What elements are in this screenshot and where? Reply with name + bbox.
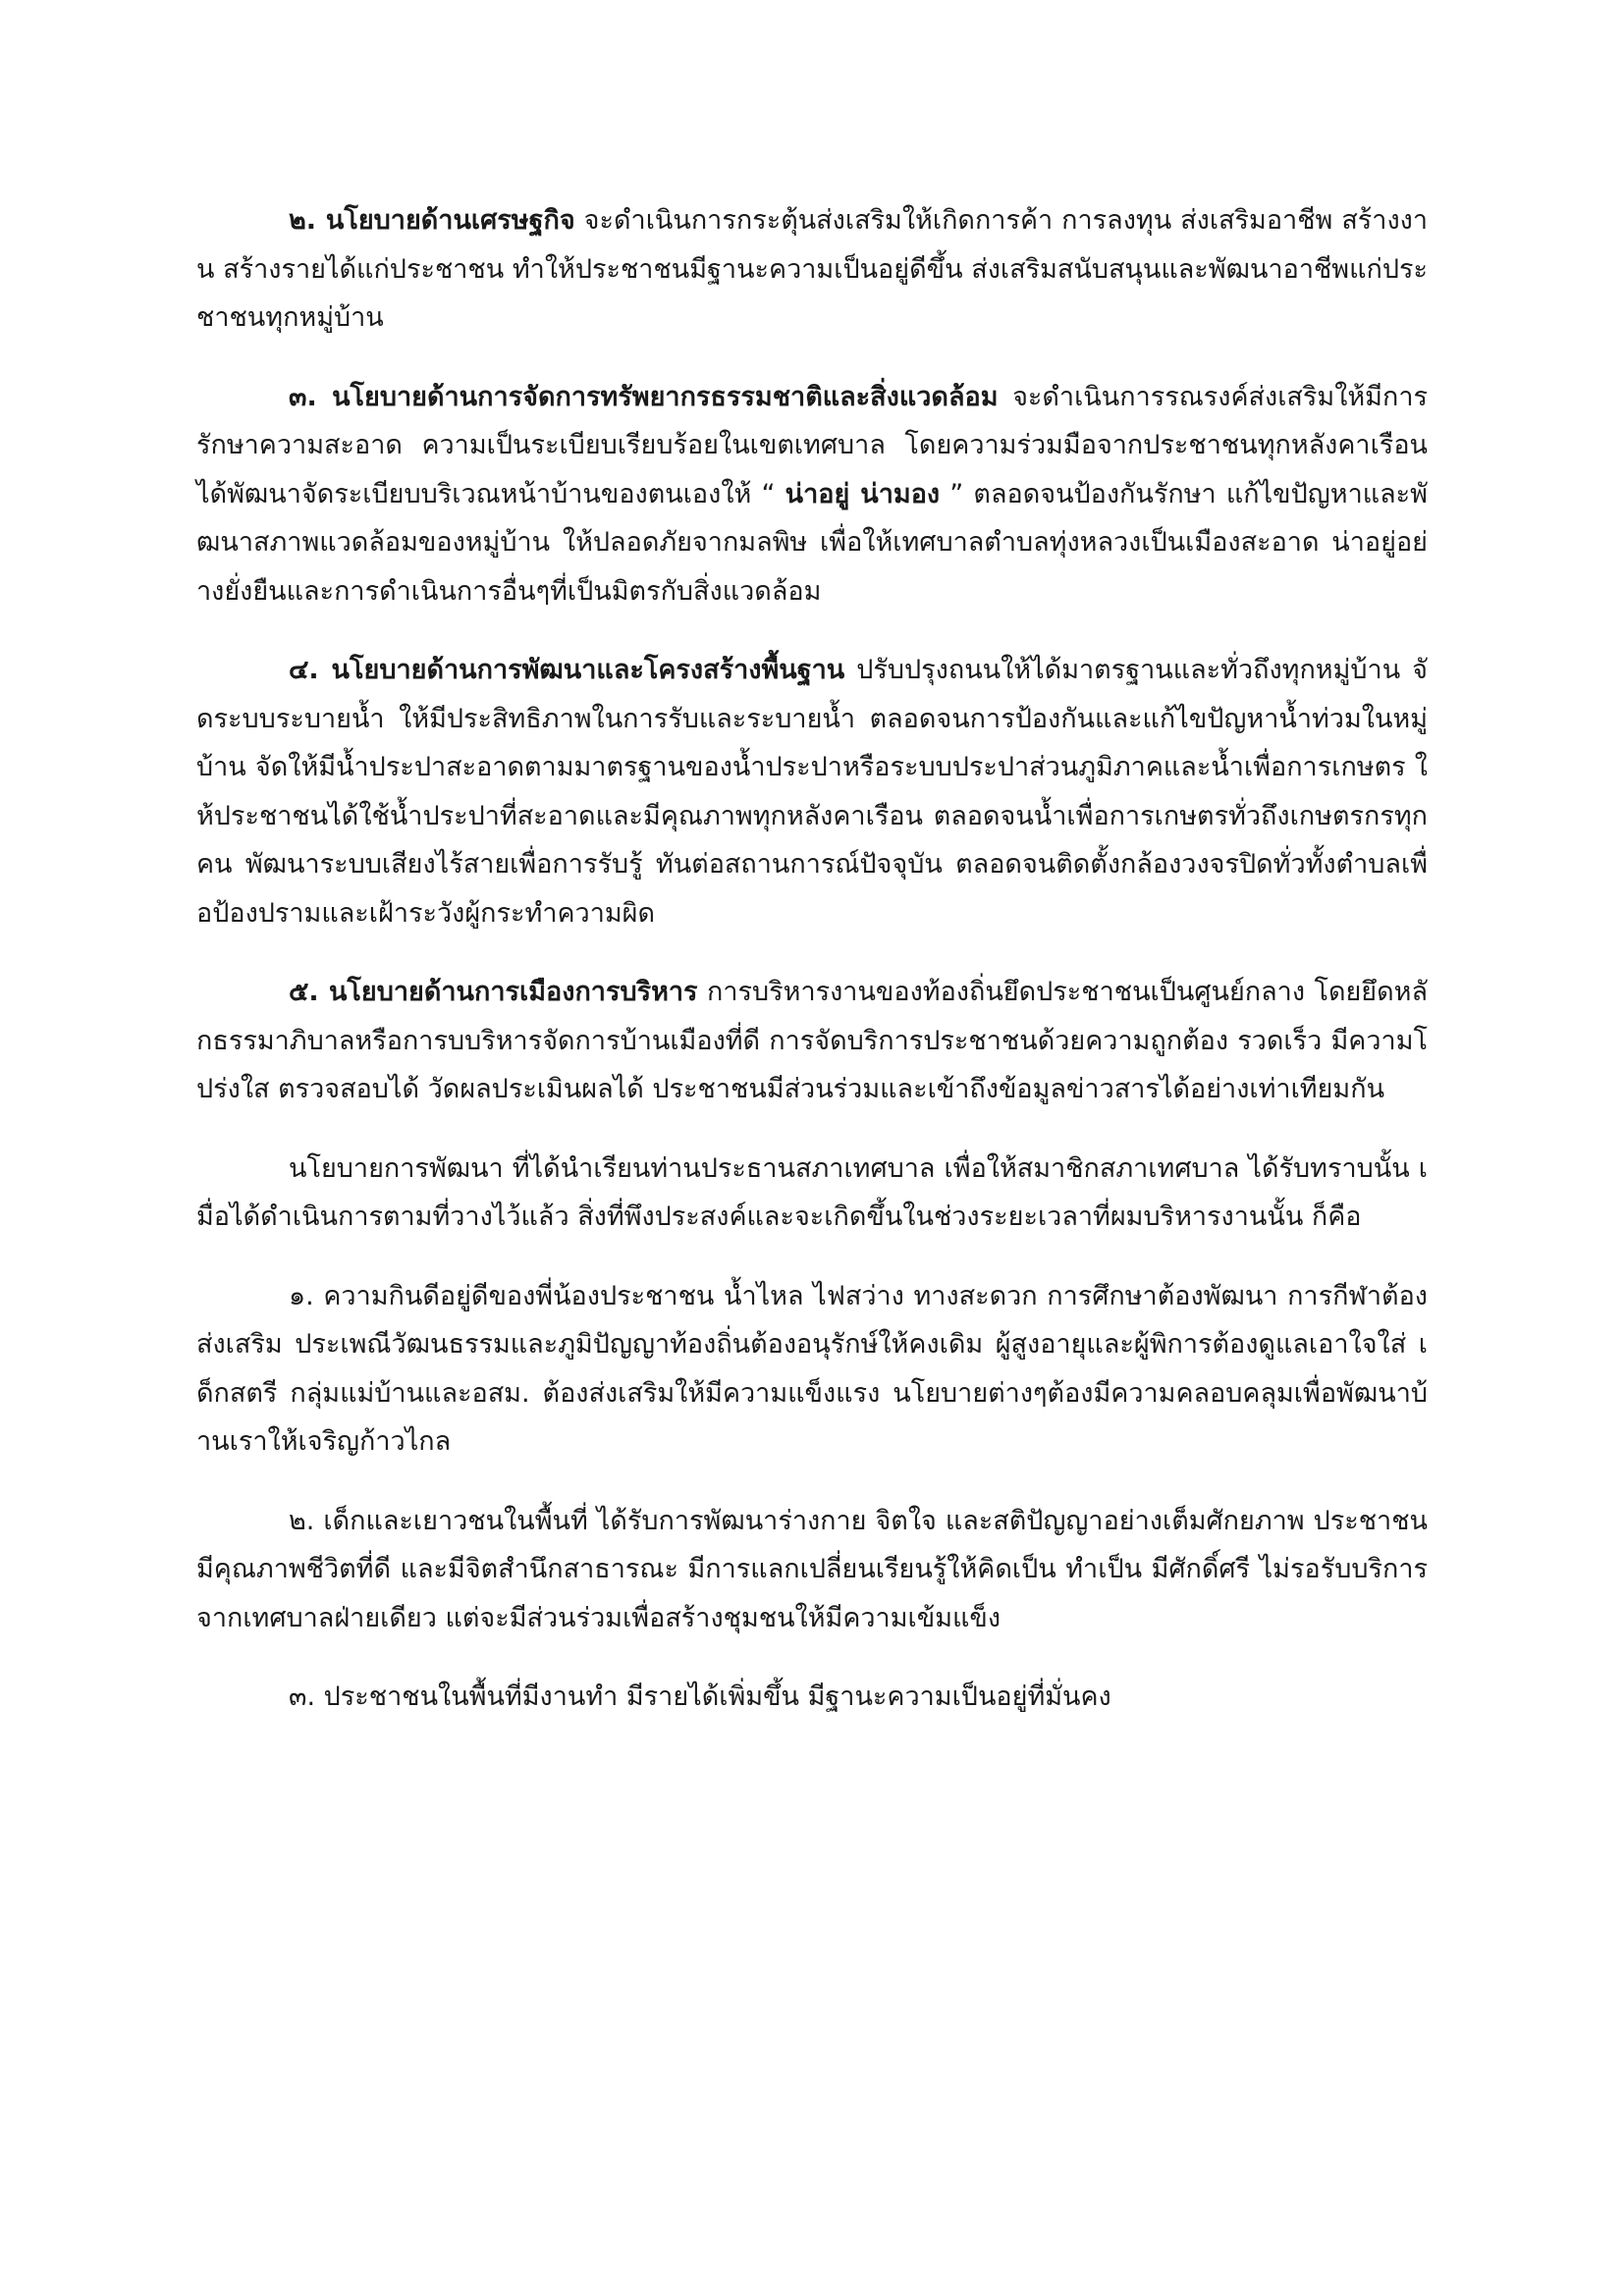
policy-infrastructure-number: ๔. — [289, 655, 319, 685]
paragraph-spacer — [196, 1114, 1428, 1145]
policy-economy-number: ๒. — [289, 205, 317, 236]
policy-administration-paragraph — [196, 968, 1428, 1114]
policy-infrastructure-paragraph — [196, 646, 1428, 937]
policy-environment-title: นโยบายด้านการจัดการทรัพยากรธรรมชาติและสิ่งแวดล้อม — [332, 381, 999, 412]
outcome-item-employment: ๓. ประชาชนในพื้นที่มีงานทำ มีรายได้เพิ่มขึ้น มีฐานะความเป็นอยู่ที่มั่นคง — [289, 1682, 1111, 1712]
policy-administration-number: ๕. — [289, 977, 319, 1007]
policy-administration-title: นโยบายด้านการเมืองการบริหาร — [328, 977, 698, 1007]
outcome-item-youth: ๒. เด็กและเยาวชนในพื้นที่ ได้รับการพัฒนาร่างกาย จิตใจ และสติปัญญาอย่างเต็มศักยภาพ ประชาชนมีคุณภาพชีวิตที่ดี และมีจิตสำนึกสาธารณะ มีการแลกเปลี่ยนเรียนรู้ให้คิดเป็น ทำเป็น มีศักดิ์ศรี ไม่รอรับบริการจากเทศบาลฝ่ายเดียว แต่จะมีส่วนร่วมเพื่อสร้างชุมชนให้มีความเข้มแข็ง — [196, 1505, 1428, 1633]
policy-environment-slogan: น่าอยู่ น่ามอง — [785, 478, 941, 509]
policy-environment-body-end: ” ตลอดจนป้องกันรักษา แก้ไขปัญหาและพัฒนาสภาพแวดล้อมของหมู่บ้าน ให้ปลอดภัยจากมลพิษ เพื่อให้เทศบาลตำบลทุ่งหลวงเป็นเมืองสะอาด น่าอยู่อย่างยั่งยืนและการดำเนินการอื่นๆที่เป็นมิตรกับสิ่งแวดล้อม — [196, 478, 1428, 607]
paragraph-spacer — [196, 343, 1428, 373]
policy-economy-heading — [289, 205, 575, 236]
document-body — [196, 196, 1428, 1722]
paragraph-spacer — [196, 1642, 1428, 1673]
policy-economy-body: จะดำเนินการกระตุ้นส่งเสริมให้เกิดการค้า การลงทุน ส่งเสริมอาชีพ สร้างงาน สร้างรายได้แก่ประชาชน ทำให้ประชาชนมีฐานะความเป็นอยู่ดีขึ้น ส่งเสริมสนับสนุนและพัฒนาอาชีพแก่ประชาชนทุกหมู่บ้าน — [196, 205, 1428, 333]
policy-environment-number: ๓. — [289, 381, 317, 412]
policy-infrastructure-body: ปรับปรุงถนนให้ได้มาตรฐานและทั่วถึงทุกหมู่บ้าน จัดระบบระบายน้ำ ให้มีประสิทธิภาพในการรับและระบายน้ำ ตลอดจนการป้องกันและแก้ไขปัญหาน้ำท่วมในหมู่บ้าน จัดให้มีน้ำประปาสะอาดตามมาตรฐานของน้ำประปาหรือระบบประปาส่วนภูมิภาคและน้ำเพื่อการเกษตร ให้ประชาชนได้ใช้น้ำประปาที่สะอาดและมีคุณภาพทุกหลังคาเรือน ตลอดจนน้ำเพื่อการเกษตรทั่วถึงเกษตรกรทุกคน พัฒนาระบบเสียงไร้สายเพื่อการรับรู้ ทันต่อสถานการณ์ปัจจุบัน ตลอดจนติดตั้งกล้องวงจรปิดทั่วทั้งตำบลเพื่อป้องปรามและเฝ้าระวังผู้กระทำความผิด — [196, 655, 1428, 929]
policy-environment-paragraph — [196, 373, 1428, 616]
policy-infrastructure-heading — [289, 655, 844, 685]
policy-infrastructure-title: นโยบายด้านการพัฒนาและโครงสร้างพื้นฐาน — [331, 655, 845, 685]
paragraph-spacer — [196, 615, 1428, 646]
paragraph-spacer — [196, 937, 1428, 968]
policy-environment-body-start: จะดำเนินการรณรงค์ส่งเสริมให้มีการรักษาความสะอาด ความเป็นระเบียบเรียบร้อยในเขตเทศบาล โดยความร่วมมือจากประชาชนทุกหลังคาเรือน ได้พัฒนาจัดระเบียบบริเวณหน้าบ้านของตนเองให้ “ — [196, 381, 1428, 509]
policy-administration-body: การบริหารงานของท้องถิ่นยึดประชาชนเป็นศูนย์กลาง โดยยึดหลักธรรมาภิบาลหรือการบบริหารจัดการบ้านเมืองที่ดี การจัดบริการประชาชนด้วยความถูกต้อง รวดเร็ว มีความโปร่งใส ตรวจสอบได้ วัดผลประเมินผลได้ ประชาชนมีส่วนร่วมและเข้าถึงข้อมูลข่าวสารได้อย่างเท่าเทียมกัน — [196, 977, 1428, 1104]
paragraph-spacer — [196, 1242, 1428, 1272]
policy-administration-heading — [289, 977, 698, 1007]
outcome-item-wellbeing: ๑. ความกินดีอยู่ดีของพี่น้องประชาชน น้ำไหล ไฟสว่าง ทางสะดวก การศึกษาต้องพัฒนา การกีฬาต้องส่งเสริม ประเพณีวัฒนธรรมและภูมิปัญญาท้องถิ่นต้องอนุรักษ์ให้คงเดิม ผู้สูงอายุและผู้พิการต้องดูแลเอาใจใส่ เด็กสตรี กลุ่มแม่บ้านและอสม. ต้องส่งเสริมให้มีความแข็งแรง นโยบายต่างๆต้องมีความคลอบคลุมเพื่อพัฒนาบ้านเราให้เจริญก้าวไกล — [196, 1280, 1428, 1457]
policy-economy-title: นโยบายด้านเศรษฐกิจ — [325, 205, 575, 236]
policy-economy-paragraph — [196, 196, 1428, 343]
policy-environment-heading — [289, 382, 999, 412]
outcomes-intro-paragraph: นโยบายการพัฒนา ที่ได้นำเรียนท่านประธานสภาเทศบาล เพื่อให้สมาชิกสภาเทศบาล ได้รับทราบนั้น เมื่อได้ดำเนินการตามที่วางไว้แล้ว สิ่งที่พึงประสงค์และจะเกิดขึ้นในช่วงระยะเวลาที่ผมบริหารงานนั้น ก็คือ — [196, 1152, 1428, 1232]
paragraph-spacer — [196, 1467, 1428, 1497]
